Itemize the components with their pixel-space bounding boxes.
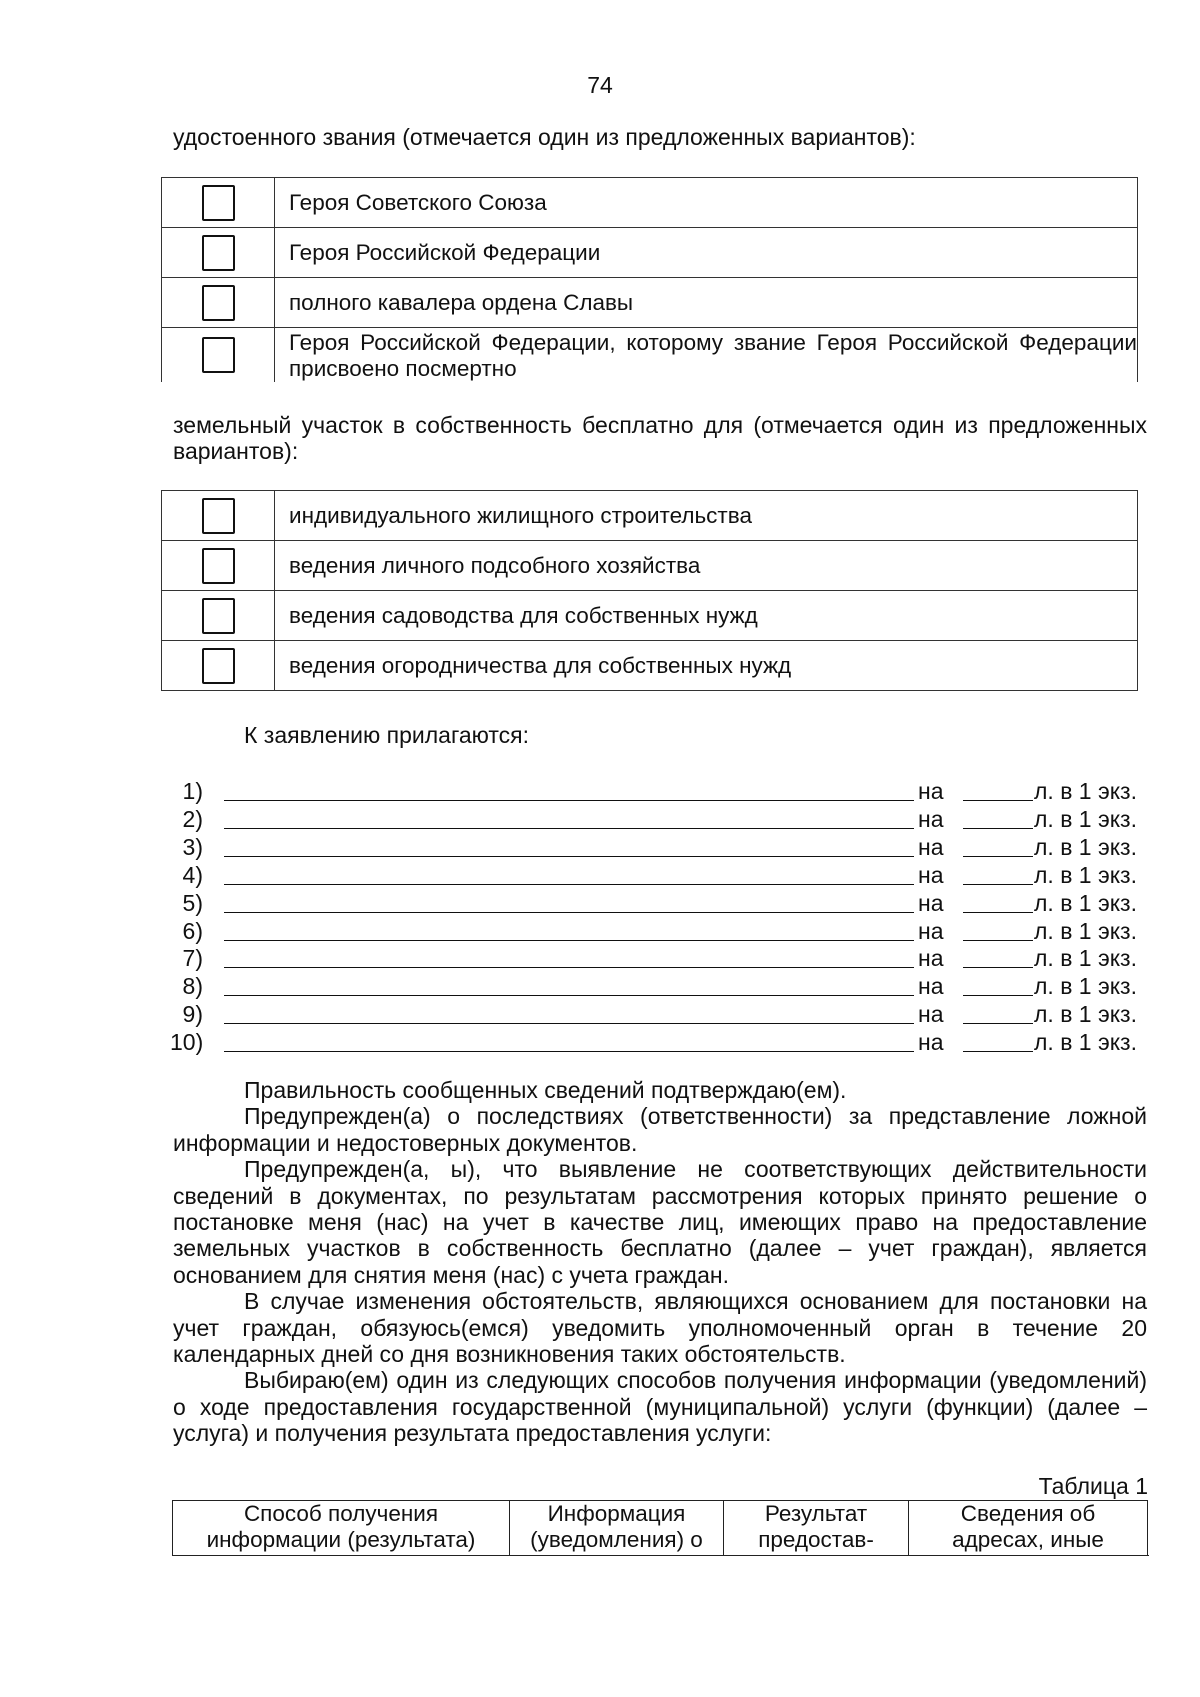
attachment-number: 3) <box>182 833 203 860</box>
title-checkbox-order-of-glory[interactable] <box>202 285 235 321</box>
land-checkbox-vegetable-gardening[interactable] <box>202 648 235 684</box>
attachment-name-field[interactable] <box>224 800 914 801</box>
paragraph: Предупрежден(а) о последствиях (ответственности) за представление ложной информации и недостоверных документов. <box>173 1103 1147 1156</box>
attachment-na-label: на <box>918 945 944 972</box>
paragraph: В случае изменения обстоятельств, являющихся основанием для постановки на учет граждан, обязуюсь(емся) уведомить уполномоченный орган в течение 20 календарных дней со дня возникновения таких обстоятельств. <box>173 1288 1147 1368</box>
attachment-number: 8) <box>182 973 203 1000</box>
attachment-sheets-label: л. в 1 экз. <box>1034 1029 1137 1056</box>
table-caption: Таблица 1 <box>1038 1473 1148 1499</box>
attachment-na-label: на <box>918 805 944 832</box>
title-option-row <box>162 178 1138 228</box>
page-number: 74 <box>587 72 613 98</box>
attachment-na-label: на <box>918 973 944 1000</box>
attachment-number: 5) <box>182 889 203 916</box>
attachment-name-field[interactable] <box>224 995 914 996</box>
header-cell: Сведения об адресах, иные <box>909 1501 1148 1556</box>
attachment-sheets-label: л. в 1 экз. <box>1034 889 1137 916</box>
attachment-sheets-field[interactable] <box>963 995 1033 996</box>
title-option-row <box>162 328 1138 383</box>
title-option-label: Героя Российской Федерации, которому звание Героя Российской Федерации присвоено посмертно <box>275 328 1138 383</box>
land-checkbox-gardening[interactable] <box>202 598 235 634</box>
title-option-row <box>162 278 1138 328</box>
attachments-title: К заявлению прилагаются: <box>244 722 530 748</box>
attachment-sheets-label: л. в 1 экз. <box>1034 833 1137 860</box>
attachment-number: 9) <box>182 1001 203 1028</box>
delivery-method-table <box>172 1500 1148 1556</box>
attachment-sheets-field[interactable] <box>963 884 1033 885</box>
attachment-sheets-label: л. в 1 экз. <box>1034 917 1137 944</box>
attachment-sheets-field[interactable] <box>963 1023 1033 1024</box>
land-purpose-row <box>162 641 1138 691</box>
land-purpose-row <box>162 541 1138 591</box>
attachment-number: 2) <box>182 805 203 832</box>
attachment-row <box>170 1029 1150 1055</box>
attachment-number: 10) <box>170 1029 204 1056</box>
attachment-name-field[interactable] <box>224 1051 914 1052</box>
title-option-row <box>162 228 1138 278</box>
attachment-sheets-field[interactable] <box>963 856 1033 857</box>
attachment-na-label: на <box>918 917 944 944</box>
table-cut-line <box>172 1555 1149 1556</box>
paragraph: Предупрежден(а, ы), что выявление не соответствующих действительности сведений в документах, по результатам рассмотрения которых принято решение о постановке меня (нас) на учет в качестве лиц, имеющих право на предоставление земельных участков в собственность бесплатно (далее – учет граждан), является основанием для снятия меня (нас) с учета граждан. <box>173 1156 1147 1288</box>
attachment-sheets-label: л. в 1 экз. <box>1034 945 1137 972</box>
attachment-sheets-field[interactable] <box>963 800 1033 801</box>
attachment-name-field[interactable] <box>224 940 914 941</box>
attachment-sheets-field[interactable] <box>963 828 1033 829</box>
land-purpose-row <box>162 591 1138 641</box>
attachment-number: 6) <box>182 917 203 944</box>
paragraph: Выбираю(ем) один из следующих способов получения информации (уведомлений) о ходе предоставления государственной (муниципальной) услуги (функции) (далее – услуга) и получения результата предоставления услуги: <box>173 1367 1147 1447</box>
declaration-text <box>173 1077 1147 1447</box>
attachment-row <box>170 806 1150 832</box>
table-header-row <box>173 1501 1148 1556</box>
attachment-sheets-field[interactable] <box>963 967 1033 968</box>
title-options-table <box>161 177 1138 382</box>
attachment-number: 4) <box>182 861 203 888</box>
attachment-name-field[interactable] <box>224 856 914 857</box>
attachment-na-label: на <box>918 1001 944 1028</box>
attachment-name-field[interactable] <box>224 828 914 829</box>
title-option-label: Героя Советского Союза <box>275 178 1138 228</box>
attachment-row <box>170 945 1150 971</box>
attachment-sheets-field[interactable] <box>963 1051 1033 1052</box>
attachment-na-label: на <box>918 861 944 888</box>
attachment-row <box>170 778 1150 804</box>
attachment-sheets-label: л. в 1 экз. <box>1034 805 1137 832</box>
attachment-number: 7) <box>182 945 203 972</box>
header-cell: Результат предостав- <box>724 1501 909 1556</box>
title-checkbox-russia-hero[interactable] <box>202 235 235 271</box>
attachment-sheets-label: л. в 1 экз. <box>1034 1001 1137 1028</box>
attachment-row <box>170 918 1150 944</box>
attachment-na-label: на <box>918 833 944 860</box>
attachment-sheets-field[interactable] <box>963 912 1033 913</box>
attachment-sheets-label: л. в 1 экз. <box>1034 861 1137 888</box>
attachment-row <box>170 973 1150 999</box>
header-cell: Способ получения информации (результата) <box>173 1501 510 1556</box>
land-checkbox-subsidiary-farm[interactable] <box>202 548 235 584</box>
land-purpose-label: индивидуального жилищного строительства <box>275 491 1138 541</box>
attachment-row <box>170 862 1150 888</box>
land-purpose-label: ведения садоводства для собственных нужд <box>275 591 1138 641</box>
title-option-label: Героя Российской Федерации <box>275 228 1138 278</box>
land-purpose-label: ведения огородничества для собственных нужд <box>275 641 1138 691</box>
land-intro: земельный участок в собственность бесплатно для (отмечается один из предложенных вариантов): <box>173 412 1147 464</box>
attachment-na-label: на <box>918 778 944 804</box>
title-option-label: полного кавалера ордена Славы <box>275 278 1138 328</box>
header-cell: Информация (уведомления) о <box>510 1501 724 1556</box>
title-checkbox-posthumous[interactable] <box>202 337 235 373</box>
attachment-name-field[interactable] <box>224 884 914 885</box>
attachment-name-field[interactable] <box>224 1023 914 1024</box>
attachment-row <box>170 890 1150 916</box>
attachment-name-field[interactable] <box>224 912 914 913</box>
attachment-number: 1) <box>182 778 203 804</box>
land-checkbox-housing[interactable] <box>202 498 235 534</box>
attachment-sheets-label: л. в 1 экз. <box>1034 778 1137 804</box>
land-purpose-table <box>161 490 1138 691</box>
attachment-na-label: на <box>918 1029 944 1056</box>
attachment-sheets-label: л. в 1 экз. <box>1034 973 1137 1000</box>
attachment-name-field[interactable] <box>224 967 914 968</box>
land-purpose-row <box>162 491 1138 541</box>
attachment-na-label: на <box>918 889 944 916</box>
title-intro: удостоенного звания (отмечается один из предложенных вариантов): <box>173 124 916 150</box>
attachment-sheets-field[interactable] <box>963 940 1033 941</box>
attachment-row <box>170 1001 1150 1027</box>
title-checkbox-soviet-hero[interactable] <box>202 185 235 221</box>
paragraph: Правильность сообщенных сведений подтверждаю(ем). <box>244 1077 847 1103</box>
attachment-row <box>170 834 1150 860</box>
land-purpose-label: ведения личного подсобного хозяйства <box>275 541 1138 591</box>
